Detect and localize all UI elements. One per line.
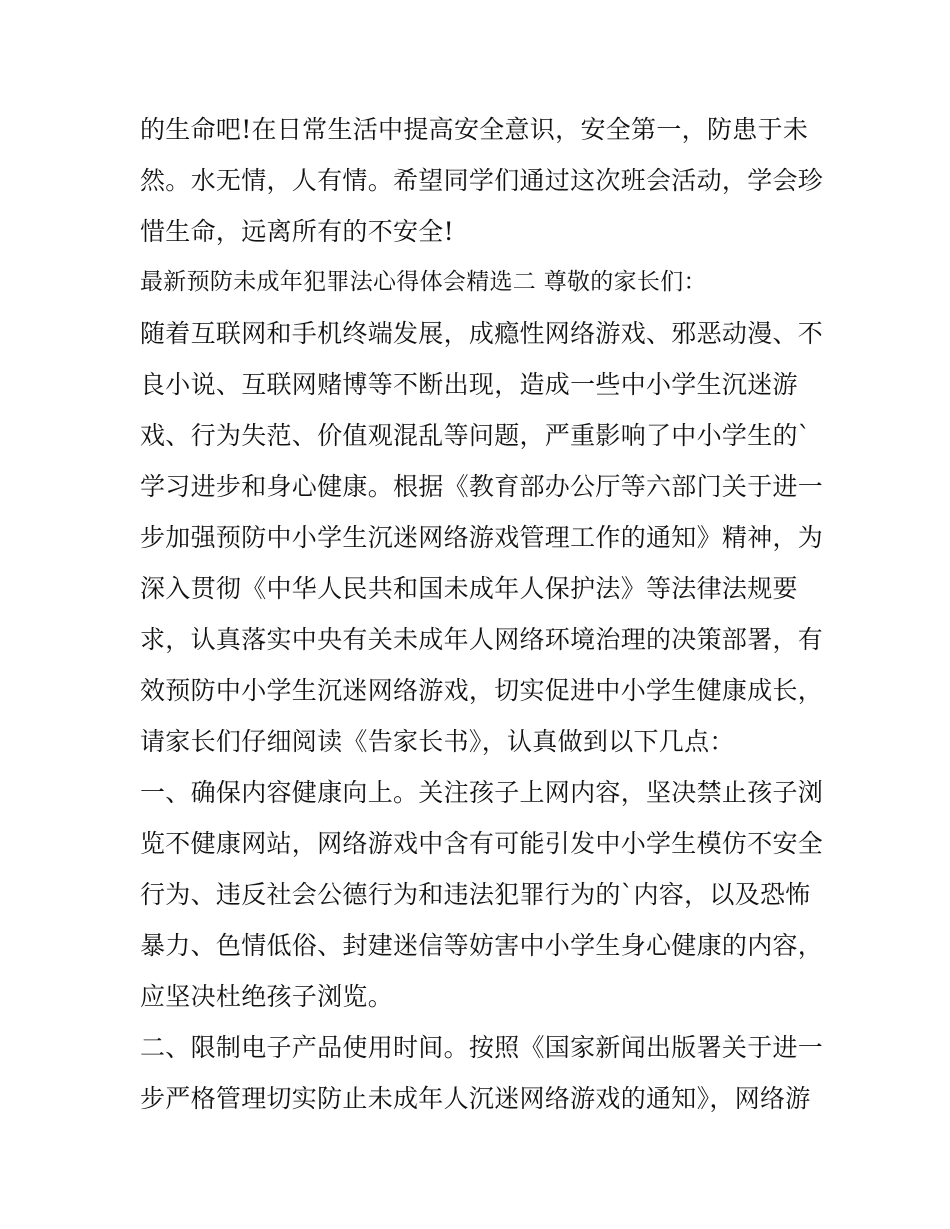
text-line: 深入贯彻《中华人民共和国未成年人保护法》等法律法规要 — [140, 574, 798, 603]
text-line: 惜生命，远离所有的不安全! — [140, 217, 454, 246]
text-line: 应坚决杜绝孩子浏览。 — [140, 982, 394, 1011]
text-line: 求，认真落实中央有关未成年人网络环境治理的决策部署，有 — [140, 625, 824, 654]
text-line: 请家长们仔细阅读《告家长书》，认真做到以下几点： — [140, 727, 735, 756]
text-line: 效预防中小学生沉迷网络游戏，切实促进中小学生健康成长， — [140, 676, 824, 705]
text-line: 步加强预防中小学生沉迷网络游戏管理工作的通知》精神，为 — [140, 523, 824, 552]
text-line: 二、限制电子产品使用时间。按照《国家新闻出版署关于进一 — [140, 1033, 824, 1062]
text-line: 良小说、互联网赌博等不断出现，造成一些中小学生沉迷游 — [140, 370, 798, 399]
text-line: 学习进步和身心健康。根据《教育部办公厅等六部门关于进一 — [140, 472, 824, 501]
section-heading: 最新预防未成年犯罪法心得体会精选二 尊敬的家长们： — [140, 269, 707, 295]
text-line: 戏、行为失范、价值观混乱等问题，严重影响了中小学生的` — [140, 421, 811, 450]
text-line: 的生命吧!在日常生活中提高安全意识，安全第一，防患于未 — [140, 115, 809, 144]
text-line: 步严格管理切实防止未成年人沉迷网络游戏的通知》，网络游 — [140, 1084, 811, 1113]
document-body — [140, 104, 824, 1124]
text-line: 暴力、色情低俗、封建迷信等妨害中小学生身心健康的内容， — [140, 931, 824, 960]
text-line: 览不健康网站，网络游戏中含有可能引发中小学生模仿不安全 — [140, 829, 824, 858]
text-line: 行为、违反社会公德行为和违法犯罪行为的`内容，以及恐怖 — [140, 880, 811, 909]
text-line: 随着互联网和手机终端发展，成瘾性网络游戏、邪恶动漫、不 — [140, 319, 824, 348]
text-line: 一、确保内容健康向上。关注孩子上网内容，坚决禁止孩子浏 — [140, 778, 824, 807]
text-line: 然。水无情，人有情。希望同学们通过这次班会活动，学会珍 — [140, 166, 824, 195]
